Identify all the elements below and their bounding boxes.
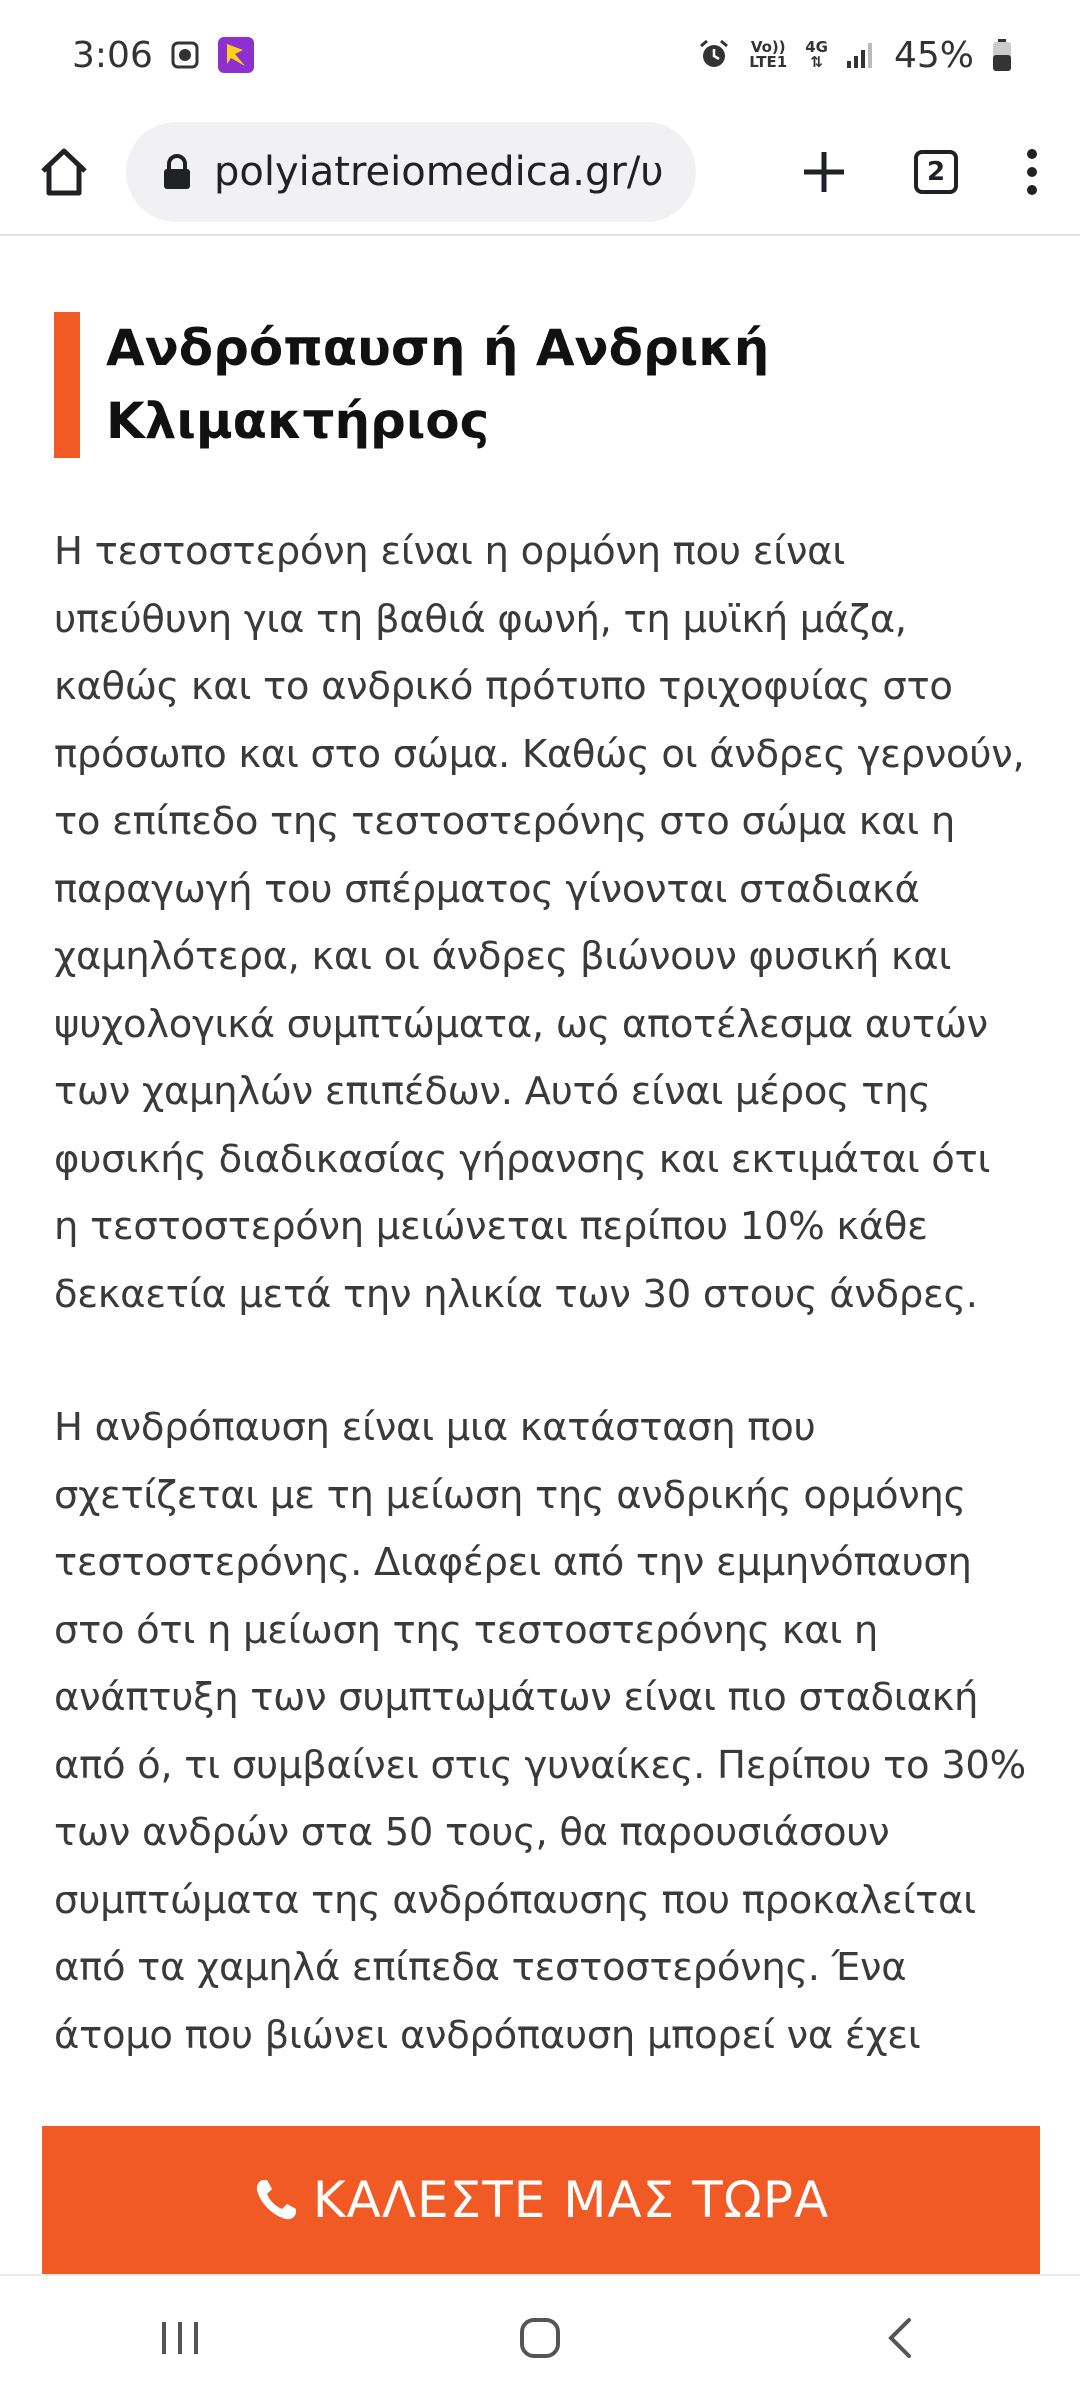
recents-icon [158,2318,202,2358]
phone-icon [253,2177,299,2223]
home-nav-icon [518,2316,562,2360]
tabs-icon [914,150,958,194]
toolbar-actions [788,136,1052,208]
article-content [54,236,1026,2069]
status-time: 3:06 [72,34,153,76]
battery-icon [992,38,1012,72]
home-button[interactable] [28,136,100,208]
url-text: polyiatreiomedica.gr/υ [214,149,664,195]
back-icon [885,2316,915,2360]
network-type: 4G [805,38,828,56]
call-now-button[interactable] [42,2126,1040,2274]
volte-bottom: LTE1 [749,53,788,71]
volte-indicator [749,40,787,70]
new-tab-button[interactable] [788,136,860,208]
app-notification-icon [217,36,255,74]
status-left [72,35,255,76]
menu-button[interactable] [1012,136,1052,208]
recents-button[interactable] [130,2288,230,2388]
data-arrows-icon: ⇅ [810,53,823,71]
home-nav-button[interactable] [490,2288,590,2388]
call-now-label: ΚΑΛΕΣΤΕ ΜΑΣ ΤΩΡΑ [312,2171,830,2229]
tab-count: 2 [926,157,946,187]
screen-record-icon [171,41,199,69]
signal-icon [846,41,876,69]
article-heading: Ανδρόπαυση ή Ανδρική Κλιμακτήριος [106,319,770,450]
status-right [697,35,1012,76]
network-type-indicator [805,40,828,70]
new-tab-icon [801,149,847,195]
menu-icon [1025,147,1039,197]
back-button[interactable] [850,2288,950,2388]
alarm-icon [697,38,731,72]
article-paragraph-2: Η ανδρόπαυση είναι μια κατάσταση που σχετίζεται με τη μείωση της ανδρικής ορμόνης τεστοστερόνης. Διαφέρει από την εμμηνόπαυση στο ότι η μείωση της τεστοστερόνης και η ανάπτυξη των συμπτωμάτων είναι πιο σταδιακή από ό, τι συμβαίνει στις γυναίκες. Περίπου το 30% των ανδρών στα 50 τους, θα παρουσιάσουν συμπτώματα της ανδρόπαυσης που προκαλείται από τα χαμηλά επίπεδα τεστοστερόνης. Ένα άτομο που βιώνει ανδρόπαυση μπορεί να έχει [54,1405,1026,2058]
lock-icon [162,153,192,191]
system-nav-bar [0,2274,1080,2400]
volte-top: Vo)) [750,38,786,56]
heading-accent-bar [54,312,80,458]
home-icon [37,145,91,199]
tabs-button[interactable] [900,136,972,208]
battery-percent: 45% [893,34,974,76]
article-paragraph-1: Η τεστοστερόνη είναι η ορμόνη που είναι υπεύθυνη για τη βαθιά φωνή, τη μυϊκή μάζα, καθώς και το ανδρικό πρότυπο τριχοφυίας στο πρόσωπο και στο σώμα. Καθώς οι άνδρες γερνούν, το επίπεδο της τεστοστερόνης στο σώμα και η παραγωγή του σπέρματος γίνονται σταδιακά χαμηλότερα, και οι άνδρες βιώνουν φυσική και ψυχολογικά συμπτώματα, ως αποτέλεσμα αυτών των χαμηλών επιπέδων. Αυτό είναι μέρος της φυσικής διαδικασίας γήρανσης και εκτιμάται ότι η τεστοστερόνη μειώνεται περίπου 10% κάθε δεκαετία μετά την ηλικία των 30 στους άνδρες. [54,529,1025,1317]
browser-toolbar [0,110,1080,236]
status-bar [0,0,1080,110]
address-bar[interactable] [126,122,696,222]
article-heading-block [54,312,1026,458]
